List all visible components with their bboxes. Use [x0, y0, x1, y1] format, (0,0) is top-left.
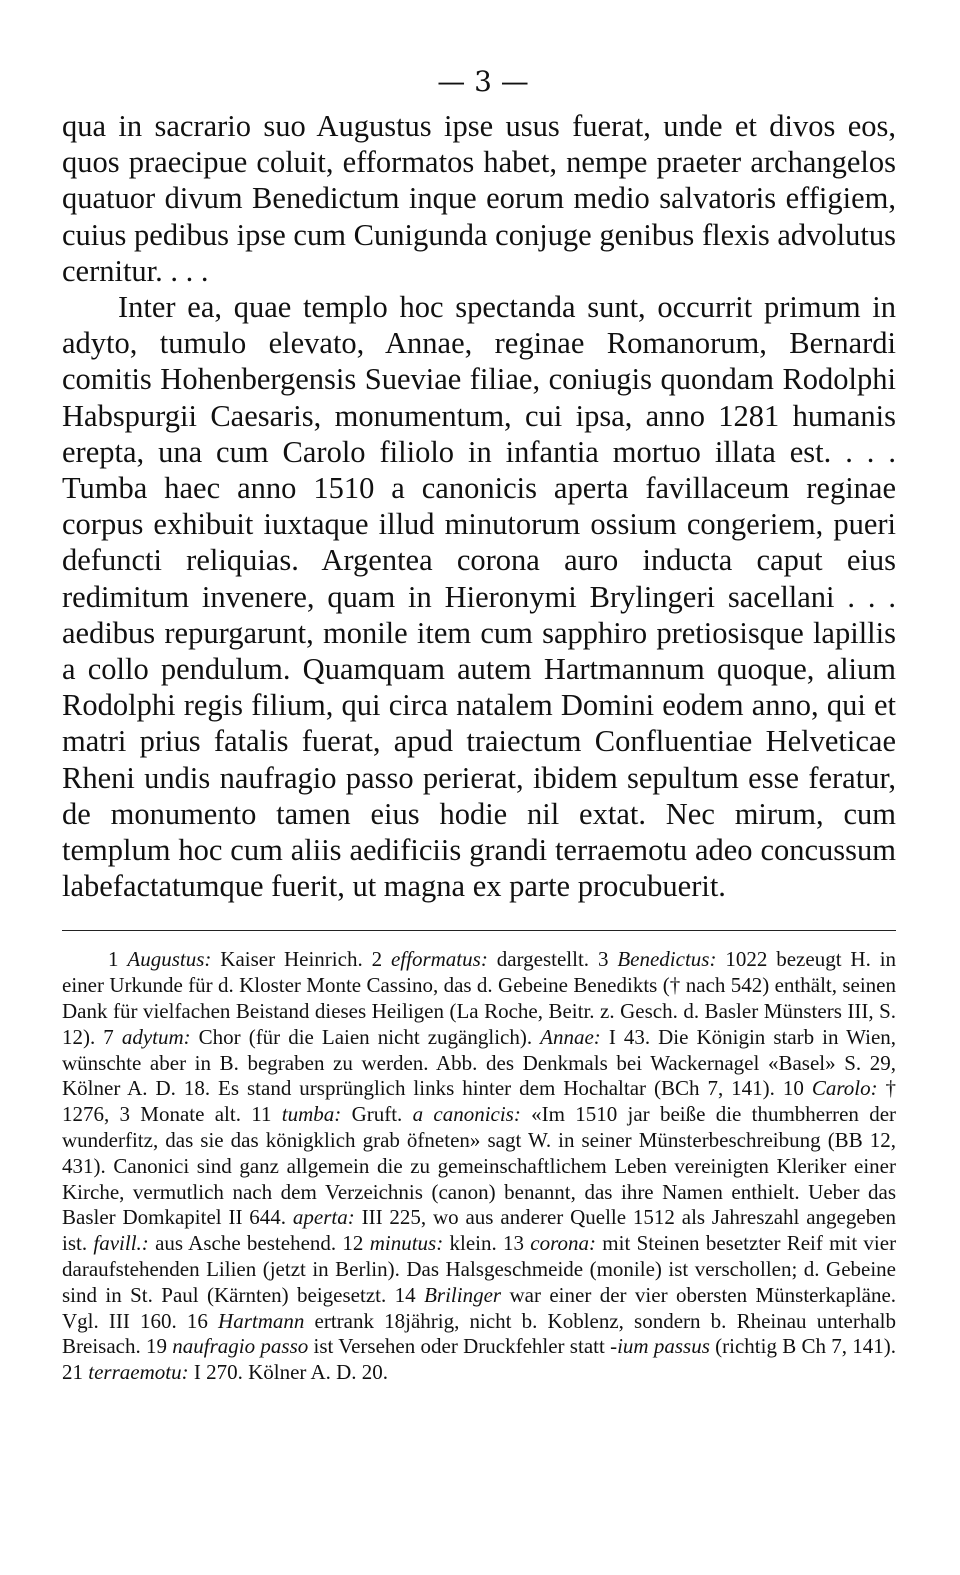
footnote-number: 2 — [371, 947, 383, 972]
footnote-number: 7 — [103, 1024, 114, 1049]
footnote-term: Carolo: — [811, 1076, 878, 1101]
footnote-text: ist Versehen oder Druckfehler statt — [313, 1334, 605, 1359]
footnote-term: favill.: — [93, 1231, 149, 1256]
document-page — [62, 62, 896, 1386]
footnote-text: Chor (für die Laien nicht zugänglich). — [198, 1024, 533, 1049]
footnote-number: 21 — [62, 1360, 83, 1385]
footnote-number: 19 — [146, 1334, 168, 1359]
page-number: — 3 — — [437, 65, 529, 98]
footnote-number: 16 — [186, 1308, 208, 1333]
footnote-number: 3 — [597, 947, 609, 972]
footnote-term: Benedictus: — [617, 947, 717, 972]
footnote-term: adytum: — [121, 1024, 191, 1049]
main-paragraph: Inter ea, quae templo hoc spectanda sunt, occurrit primum in adyto, tumulo elevato, Annae, reginae Romanorum, Bernardi comitis Hohenbergensis Sueviae filiae, coniugis quondam Rodolphi Habspurgii Caesaris, monumentum, cui ipsa, anno 1281 humanis erepta, una cum Carolo filiolo in infantia mortuo illata est. . . . Tumba haec anno 1510 a canonicis aperta favillaceum reginae corpus exhibuit iuxtaque illud minutorum ossium congeriem, pueri defuncti reliquias. Argentea corona auro inducta caput eius redimitum invenere, quam in Hieronymi Brylingeri sacellani . . . aedibus repurgarunt, monile item cum sapphiro pretiosisque lapillis a collo pendulum. Quamquam autem Hartmannum quoque, alium Rodolphi regis filium, qui circa natalem Domini eodem anno, qui et matri prius fatalis fuerat, apud traiectum Confluentiae Helveticae Rheni undis naufragio passo perierat, ibidem sepultum esse feratur, de monumento tamen eius hodie nil extat. Nec mirum, cum templum hoc cum aliis aedificiis grandi terraemotu adeo concussum labefactatumque fuerit, ut magna ex parte procubuerit. — [62, 290, 896, 904]
footnote-number: 11 — [251, 1102, 272, 1127]
footnote-text: 1022 bezeugt H. in einer Urkunde für d. Kloster Monte Cassino, das d. Gebeine Benedikts († nach 542) enthält, seinen Dank für vielfachen Beistand dieses Heiligen (La Roche, Beitr. z. Gesch. d. Basler Münsters III, S. 12). — [62, 947, 897, 1049]
footnote-term: terraemotu: — [88, 1360, 189, 1385]
footnote-number: 14 — [394, 1282, 416, 1307]
footnote-term: corona: — [530, 1231, 597, 1256]
footnotes — [62, 947, 896, 1386]
footnote-text: mit Steinen besetzter Reif mit vier daraufstehenden Lilien (jetzt in Berlin). Das Halsgeschmeide (monile) ist verschollen; d. Gebeine sind in St. Paul (Kärnten) beigesetzt. — [62, 1231, 897, 1307]
footnote-text: Kaiser Heinrich. — [220, 947, 363, 972]
main-paragraph: qua in sacrario suo Augustus ipse usus fuerat, unde et divos eos, quos praecipue coluit, efformatos habet, nempe praeter archangelos quatuor divum Benedictum inque eorum medio salvatoris effigiem, cuius pedibus ipse cum Cunigunda conjuge genibus flexis advolutus cernitur. . . . — [62, 109, 896, 288]
footnote-text: war einer der vier obersten Münsterkapläne. Vgl. III 160. — [62, 1282, 897, 1333]
footnote-term: aperta: — [292, 1205, 355, 1230]
footnote-term: tumba: — [281, 1102, 342, 1127]
footnote-text: III 225, wo aus anderer Quelle 1512 als Jahreszahl angegeben ist. — [62, 1205, 897, 1256]
footnote-term: efformatus: — [390, 947, 488, 972]
main-text — [62, 108, 896, 904]
footnote-block — [62, 947, 896, 1386]
footnote-text: I 43. Die Königin starb in Wien, wünschte aber in B. begraben zu werden. Abb. des Denkmals bei Wackernagel «Basel» S. 29, Kölner A. D. 18. Es stand ursprünglich links hinter dem Hochaltar (BCh 7, 141). — [62, 1024, 897, 1101]
footnote-term: Brilinger — [424, 1282, 502, 1307]
footnote-number: 10 — [782, 1076, 804, 1101]
footnote-text: dargestellt. — [496, 947, 590, 972]
footnote-text: klein. — [449, 1231, 497, 1256]
footnote-number: 1 — [108, 947, 119, 972]
footnote-term: Augustus: — [127, 947, 212, 972]
footnote-text: (richtig B Ch 7, 141). — [715, 1334, 897, 1359]
footnote-term: -ium passus — [610, 1334, 710, 1359]
footnote-term: Hartmann — [218, 1308, 305, 1333]
footnote-text: ertrank 18jährig, nicht b. Koblenz, sondern b. Rheinau unterhalb Breisach. — [62, 1308, 896, 1359]
footnote-term: naufragio passo — [172, 1334, 309, 1359]
footnote-term: a canonicis: — [412, 1102, 521, 1127]
footnote-number: 13 — [503, 1231, 525, 1256]
footnote-text: «Im 1510 jar beiße die thumbherren der wunderfitz, das sie das königklich grab öfneten» sagt W. in seiner Münsterbeschreibung (BB 12, 431). Canonici sind ganz allgemein die zu gemeinschaftlichem Leben vereinigten Kleriker einer Kirche, vermutlich nach dem Verzeichnis (canon) benannt, das ihre Namen enthielt. Ueber das Basler Domkapitel II 644. — [62, 1102, 897, 1230]
footnote-text: Gruft. — [351, 1102, 403, 1127]
footnote-term: minutus: — [369, 1231, 444, 1256]
footnote-term: Annae: — [540, 1024, 601, 1049]
footnote-text: aus Asche bestehend. — [155, 1231, 337, 1256]
footnote-separator — [62, 930, 896, 931]
footnote-text: † 1276, 3 Monate alt. — [62, 1076, 897, 1127]
footnote-text: I 270. Kölner A. D. 20. — [193, 1360, 389, 1385]
footnote-number: 12 — [342, 1231, 364, 1256]
